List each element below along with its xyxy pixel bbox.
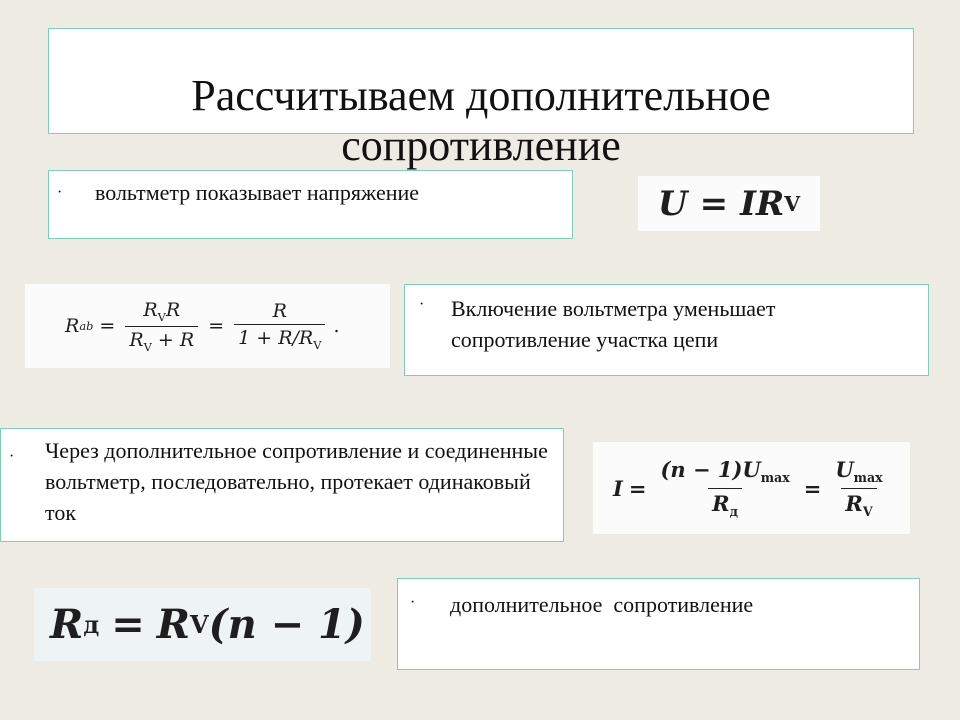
formula-symbol: . [333,315,340,337]
formula-current [593,442,910,534]
formula-symbol: R [129,328,144,351]
bullet-box-series-current [0,428,564,542]
bullet-text: вольтметр показывает напряжение [95,180,420,205]
formula-symbol: R [156,601,191,648]
formula-symbol: = [111,601,145,648]
formula-subscript: V [190,610,209,639]
title-box [48,28,914,170]
formula-subscript: д [83,610,100,639]
formula-symbol: R [272,300,287,323]
formula-subscript: V [157,309,166,324]
formula-ohm-law [638,176,820,231]
formula-symbol: = [699,183,729,224]
formula-symbol: R [755,183,785,224]
bullet-text: дополнительное сопротивление [450,592,754,617]
formula-symbol: = [208,315,225,337]
bullet-glyph: · [419,296,425,313]
slide-title: Рассчитываем дополнительное сопротивление [191,71,771,170]
formula-symbol: I [740,183,756,224]
formula-additional-resistance [34,588,371,661]
formula-fraction [656,457,793,518]
formula-symbol: R [845,490,863,516]
formula-symbol: R [165,298,181,321]
formula-subscript: V [862,503,873,519]
formula-symbol: R [143,298,158,321]
formula-symbol: (n − 1) [208,601,365,648]
formula-symbol: + R [151,328,195,351]
formula-subscript: V [143,339,152,354]
bullet-glyph: · [410,594,416,611]
formula-subscript: V [313,337,322,352]
formula-subscript: д [729,503,739,519]
formula-fraction [831,457,886,518]
formula-symbol: = [628,475,647,501]
bullet-glyph: · [9,448,15,465]
formula-symbol: U [835,457,854,483]
bullet-box-additional-resistance [397,578,920,670]
formula-symbol: = [99,315,116,337]
formula-subscript: max [760,470,790,486]
formula-symbol: = [803,475,822,501]
bullet-text: Через дополнительное сопротивление и соединенные вольтметр, последовательно, протекает одинаковый ток [45,438,548,525]
formula-symbol: I [613,475,623,501]
formula-subscript: V [784,191,801,216]
formula-parallel-resistance [25,284,390,368]
formula-symbol: R [50,601,84,648]
bullet-box-voltmeter-reading [48,170,573,239]
formula-fraction [234,300,325,352]
bullet-text: Включение вольтметра уменьшает сопротивление участка цепи [451,296,776,352]
formula-symbol: R [65,315,80,337]
formula-symbol: 1 + R/R [238,327,314,350]
formula-subscript: max [853,470,883,486]
formula-symbol: (n − 1)U [660,457,761,483]
bullet-box-resistance-decrease [404,284,929,376]
bullet-glyph: · [57,184,63,201]
formula-symbol: R [712,490,730,516]
formula-subscript: ab [79,319,94,333]
formula-symbol: U [657,183,688,224]
formula-fraction [125,299,198,354]
